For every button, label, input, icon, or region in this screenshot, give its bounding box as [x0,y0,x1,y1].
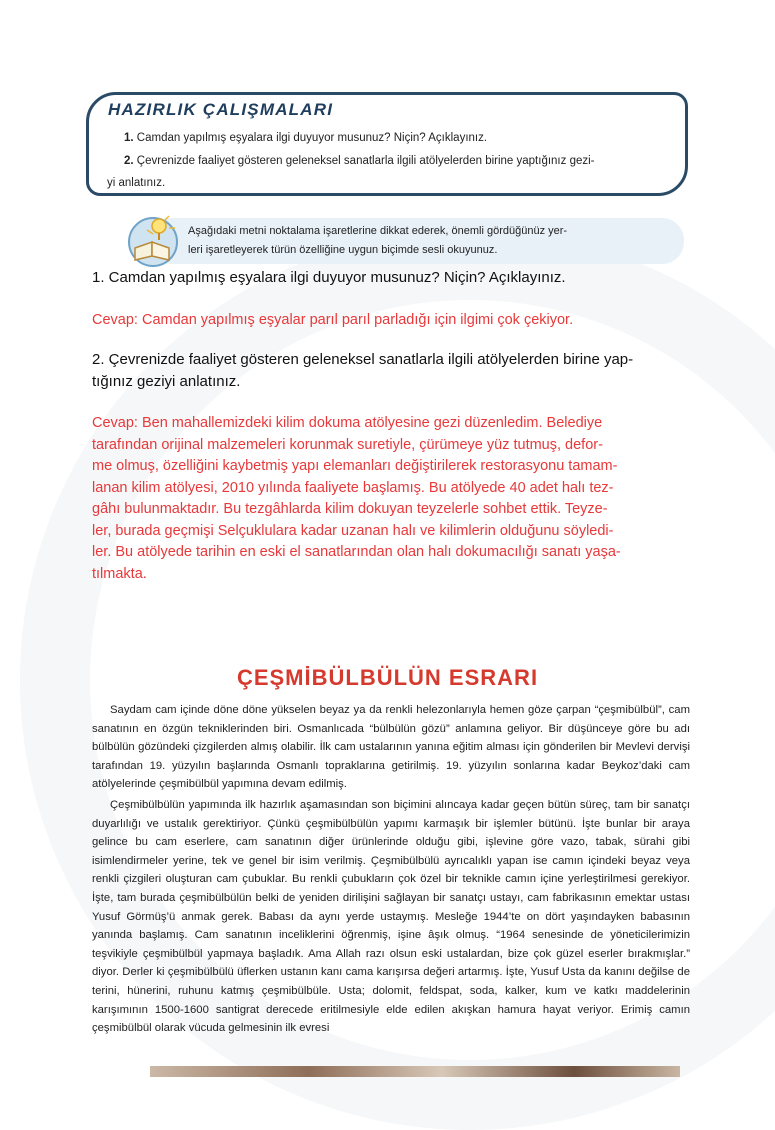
prep-question-2-line2: yi anlatınız. [107,177,166,189]
instruction-line-2: leri işaretleyerek türün özelliğine uygun biçimde sesli okuyunuz. [188,244,498,256]
answer-2-line: ler. Bu atölyede tarihin en eski el sanatlarından olan halı dokumacılığı sanatı yaşa- [92,544,621,560]
answer-1: Cevap: Camdan yapılmış eşyalar parıl parıl parladığı için ilgimi çok çekiyor. [92,312,574,328]
question-2-line-1: 2. Çevrenizde faaliyet gösteren geleneksel sanatlarla ilgili atölyelerden birine yap- [92,351,634,368]
question-1: 1. Camdan yapılmış eşyalara ilgi duyuyor musunuz? Niçin? Açıklayınız. [92,269,566,286]
prep-question-2-text-line1: Çevrenizde faaliyet gösteren geleneksel sanatlarla ilgili atölyelerden birine yaptığınız gezi- [136,155,595,167]
question-2-line-2: tığınız geziyi anlatınız. [92,373,241,390]
prep-question-1-text: Camdan yapılmış eşyalara ilgi duyuyor musunuz? Niçin? Açıklayınız. [136,132,488,144]
article-paragraph-1: Saydam cam içinde döne döne yükselen beyaz ya da renkli helezonlarıyla hemen göze çarpan “çeşmibülbül”, cam sanatının en özgün tekniklerinden biri. Osmanlıcada “bülbülün gözü” anlamına geliyor. Bir düşünceye göre bu adı bülbülün gözündeki çizgilerden almış olabilir. İlk cam ustalarının yanına eğitim alması için gönderilen bir Mevlevi dervişi tarafından 19. yüzyılın başlarında Osmanlı topraklarına getirilmiş. 19. yüzyılın sonlarına kadar Beykoz’daki cam atölyelerinde çeşmibülbül yapımına devam edilmiş. [92,704,690,791]
answer-2 [92,413,682,585]
article-paragraph-2: Çeşmibülbülün yapımında ilk hazırlık aşamasından son biçimini alıncaya kadar geçen bütün süreç, tam bir sanatçı duyarlılığı ve ustalık gerektiriyor. Çünkü çeşmibülbülün yapımı karmaşık bir işlemler bütünü. İşte bunlar bir araya gelince bu cam eserlere, cam sanatının diğer ürünlerinde olduğu gibi, işlevine göre vazo, tabak, sürahi gibi isimlendirmeler yerine, tek ve genel bir isim verilmiş. Çeşmibülbülü ayrıcalıklı yapan ise camın içindeki beyaz veya renkli çizgileri oluşturan cam çubuklar. Bu renkli çubukların çok özel bir teknikle camın içine yerleştirilmesi gerekiyor. İşte, tam burada çeşmibülbülün belki de yeniden dirilişini sağlayan bir sanatçı ustayı, cam fabrikasının emektar ustası Yusuf Görmüş’ü anmak gerek. Babası da aynı yerde ustaymış. Mesleğe 1944’te on dört yaşındayken babasının yanında başlamış. Cam sanatının inceliklerini öğrenmiş, işine âşık olmuş. “1964 senesinde de yöneticilerimizin teşvikiyle çeşmibülbül yapmaya başladık. Ama Allah razı olsun eski ustalardan, bize çok güzel eserler bırakmışlar.” diyor. Derler ki çeşmibülbülü üflerken ustanın kanı cama karışırsa değeri artarmış. İşte, Yusuf Usta da kanını değilse de terini, hünerini, ruhunu katmış çeşmibülbüle. Usta; dolomit, feldspat, soda, kalker, kum ve katkı maddelerinin karışımının 1500-1600 santigrat derecede eritilmesiyle elde edilen akışkan hamura hayat veriyor. Erimiş camın çeşmibülbül olarak vücuda gelmesinin ilk evresi [92,799,690,1035]
prep-question-2-number: 2. [124,155,134,167]
prep-question-2 [124,155,595,167]
prep-question-1-number: 1. [124,132,134,144]
instruction-line-1: Aşağıdaki metni noktalama işaretlerine dikkat ederek, önemli gördüğünüz yer- [188,225,568,237]
question-2 [92,349,633,393]
answer-2-line: tarafından orijinal malzemeleri korunmak suretiyle, çürümeye yüz tutmuş, defor- [92,436,603,453]
preparation-title: HAZIRLIK ÇALIŞMALARI [108,100,334,119]
instruction-text [188,222,678,260]
answer-2-line: lanan kilim atölyesi, 2010 yılında faaliyete başlamış. Bu atölyede 40 adet halı tez- [92,479,614,496]
answer-2-line: me olmuş, özelliğini kaybetmiş yapı elemanları değiştirilerek restorasyonu tamam- [92,458,618,474]
book-lamp-icon [125,212,181,268]
photo-strip [150,1066,680,1077]
answer-2-line: tılmakta. [92,565,147,582]
answer-2-line: gâhı bulunmaktadır. Bu tezgâhlarda kilim dokuyan teyzelerle sohbet ettik. Teyze- [92,501,608,517]
article-title: ÇEŞMİBÜLBÜLÜN ESRARI [236,665,539,690]
prep-question-1 [124,132,487,144]
answer-2-line: Cevap: Ben mahallemizdeki kilim dokuma atölyesine gezi düzenledim. Belediye [92,415,603,431]
answer-2-line: ler, burada geçmişi Selçuklulara kadar uzanan halı ve kilimlerin olduğunu söyledi- [92,522,614,539]
